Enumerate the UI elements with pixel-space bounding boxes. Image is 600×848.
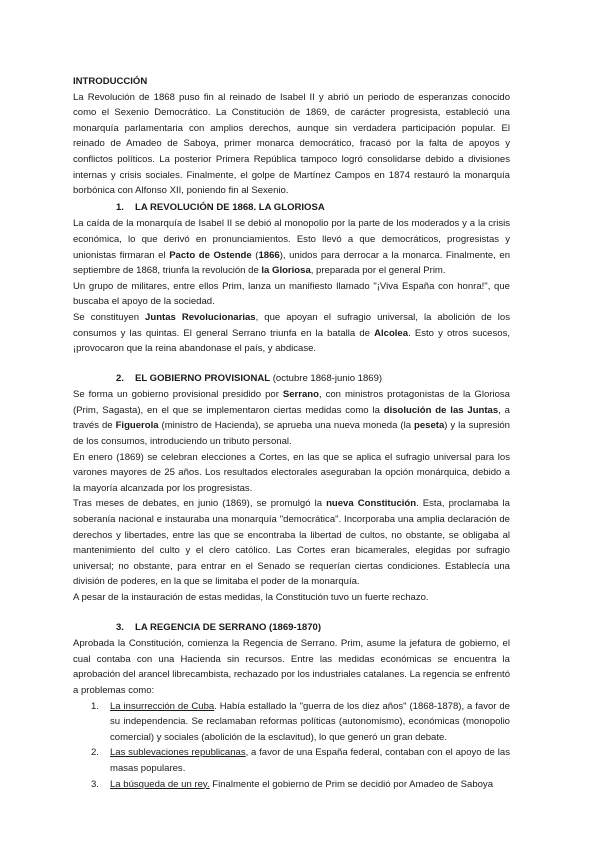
list-item: 1. La insurrección de Cuba. Había estallado la "guerra de los diez años" (1868-1878), a favor de su independencia. Se reclamaban reformas políticas (autonomismo), económicas (monopolio comercial) y sociales (abolición de la esclavitud), lo que generó un gran debate. (91, 700, 510, 743)
intro-paragraph: La Revolución de 1868 puso fin al reinado de Isabel II y abrió un periodo de esperanzas conocido como el Sexenio Democrático. La Constitución de 1869, de carácter progresista, estableció una monarquía parlamentaria con amplios derechos, aunque sin verdadera participación popular. El reinado de Amadeo de Saboya, primer monarca democrático, fracasó por la falta de apoyos y conflictos políticos. La posterior Primera República tampoco logró consolidarse debido a divisiones internas y crisis sociales. Finalmente, el golpe de Martínez Campos en 1874 restauró la monarquía borbónica con Alfonso XII, poniendo fin al Sexenio. (73, 91, 510, 197)
list-item-topic: Las sublevaciones republicanas (110, 747, 246, 759)
list-item: 2. Las sublevaciones republicanas, a favor de una España federal, contaban con el apoyo de las masas populares. (91, 747, 510, 774)
list-item-topic: La insurrección de Cuba (110, 700, 215, 712)
section-2-dates: (octubre 1868-junio 1869) (270, 372, 383, 384)
section-2-paragraph-4: A pesar de la instauración de estas medidas, la Constitución tuvo un fuerte rechazo. (73, 592, 429, 603)
list-item: 3. La búsqueda de un rey. Finalmente el gobierno de Prim se decidió por Amadeo de Saboya (91, 778, 494, 790)
section-3-paragraph-1: Aprobada la Constitución, comienza la Regencia de Serrano. Prim, asume la jefatura de gobierno, el cual contaba con una Hacienda sin recursos. Entre las medidas económicas se encuentra la aprobación del arancel librecambista, rechazado por los industriales catalanes. La regencia se enfrentó a problemas como: (73, 638, 510, 696)
intro-heading: INTRODUCCIÓN (73, 76, 148, 87)
section-2-paragraph-1: Se forma un gobierno provisional presidido por Serrano, con ministros protagonistas de la Gloriosa (Prim, Sagasta), en el que se implementaron ciertas medidas como la disolución de las Juntas, a través de Figuerola (ministro de Hacienda), se aprueba una nueva moneda (la peseta) y la supresión de los consumos, introduciendo un tributo personal. (73, 389, 510, 448)
problems-list (73, 699, 510, 793)
section-2-paragraph-3: Tras meses de debates, en junio (1869), se promulgó la nueva Constitución. Esta, proclamaba la soberanía nacional e instauraba una monarquía "democrática". Incorporaba una amplia declaración de derechos y libertades, entre las que se encontraba la libertad de cultos, no obstante, se obligaba al mantenimiento del culto y el clero católico. Las Cortes eran bicamerales, elegidas por sufragio universal; no obstante, para entrar en el Senado se requerían ciertas condiciones. Establecía una división de poderes, en la que se limitaba el poder de la monarquía. (73, 498, 510, 588)
section-spacer (73, 606, 510, 620)
section-2-title: EL GOBIERNO PROVISIONAL (135, 372, 271, 384)
section-3-heading (73, 620, 510, 636)
section-3-number: 3. (116, 621, 124, 633)
section-1-paragraph-2: Un grupo de militares, entre ellos Prim, lanza un manifiesto llamado "¡Viva España con honra!", que buscaba el apoyo de la sociedad. (73, 280, 510, 308)
section-1-heading (73, 200, 510, 216)
section-1-title: LA REVOLUCIÓN DE 1868. LA GLORIOSA (135, 201, 325, 213)
section-3-title: LA REGENCIA DE SERRANO (1869-1870) (135, 621, 322, 633)
section-2-heading (73, 371, 510, 387)
section-spacer (73, 357, 510, 371)
section-2-number: 2. (116, 372, 124, 384)
section-2-paragraph-2: En enero (1869) se celebran elecciones a Cortes, en las que se aplica el sufragio universal para los varones mayores de 25 años. Los resultados electorales aseguraban la opción monárquica, debido a la mayoría alcanzada por los progresistas. (73, 451, 510, 494)
section-1-number: 1. (116, 201, 124, 213)
section-1-paragraph-3: Se constituyen Juntas Revolucionarias, que apoyan el sufragio universal, la abolición de los consumos y las quintas. El general Serrano triunfa en la batalla de Alcolea. Esto y otros sucesos, ¡provocaron que la reina abandonase el país, y abdicase. (73, 311, 510, 355)
list-item-topic: La búsqueda de un rey. (110, 778, 210, 790)
section-1-paragraph-1: La caída de la monarquía de Isabel II se debió al monopolio por la parte de los moderados y a la crisis económica, lo que derivó en pronunciamientos. Esto llevó a que democráticos, progresistas y unionistas firmaran el Pacto de Ostende (1866), unidos para derrocar a la monarca. Finalmente, en septiembre de 1868, triunfa la revolución de la Gloriosa, preparada por el general Prim. (73, 218, 511, 277)
